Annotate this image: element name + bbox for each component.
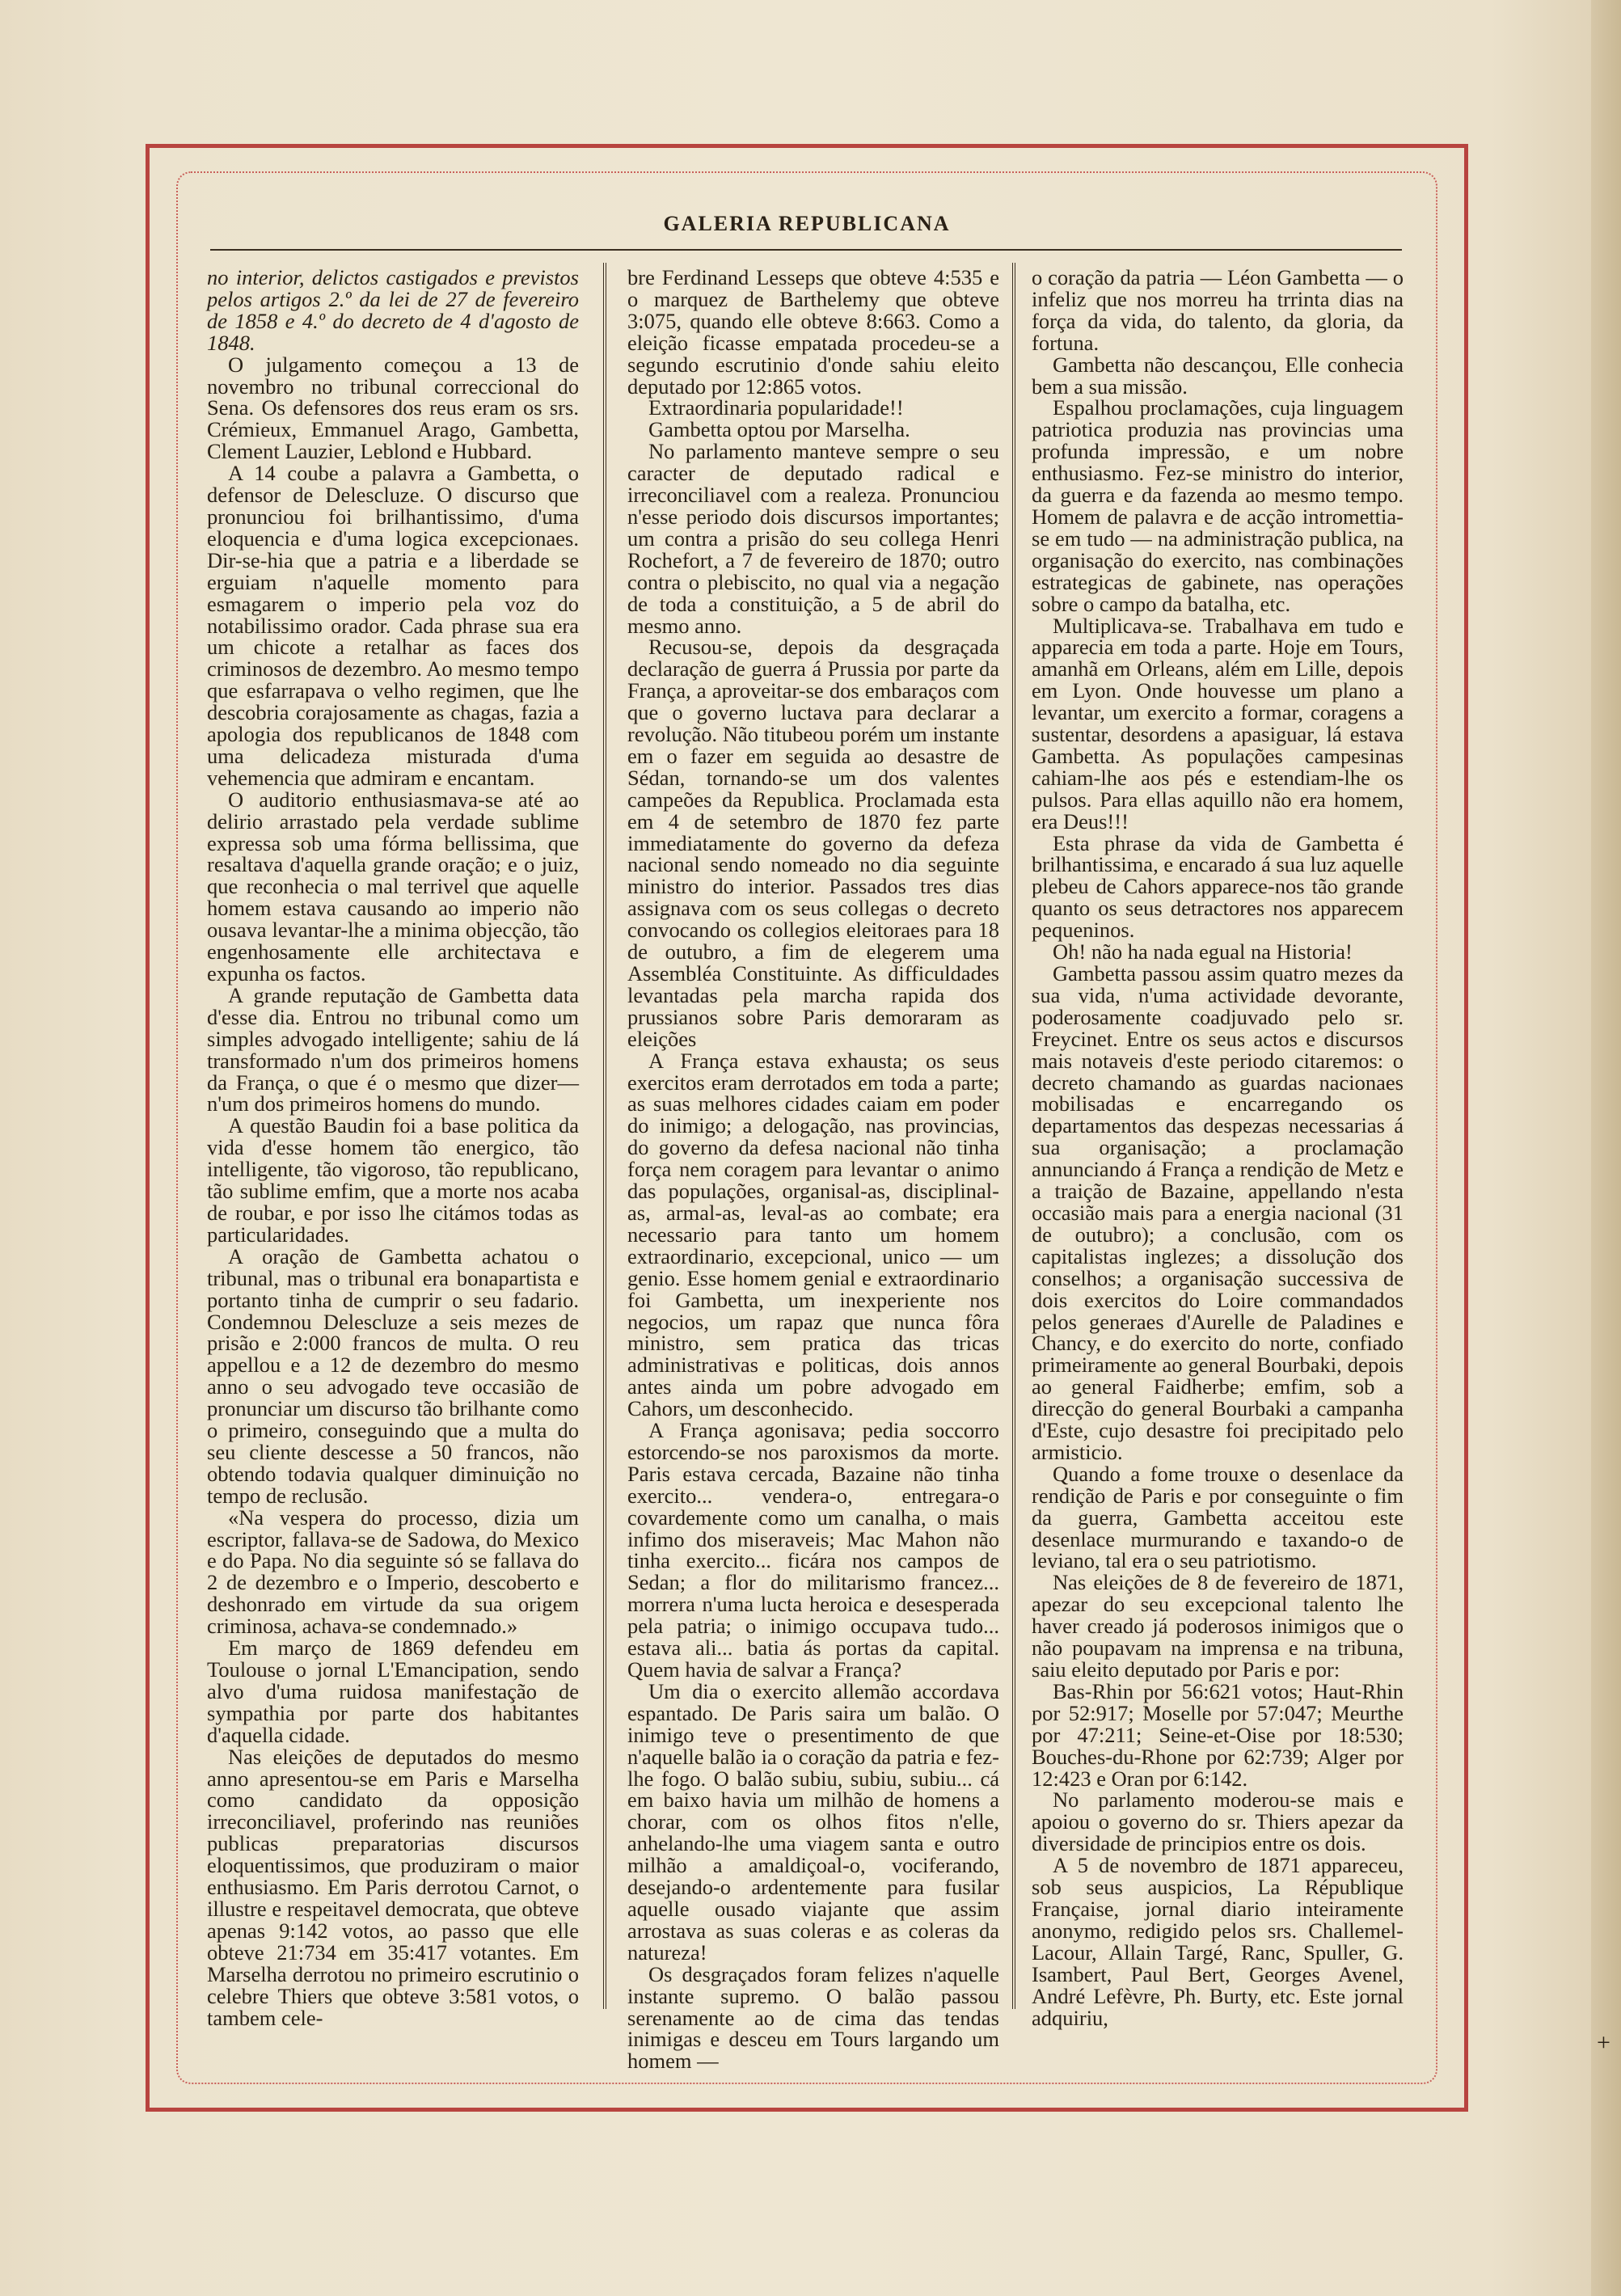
paragraph: o coração da patria — Léon Gambetta — o infeliz que nos morreu ha trrinta dias na força da vida, do talento, da gloria, da fortuna. — [1032, 265, 1404, 355]
paragraph: Nas eleições de 8 de fevereiro de 1871, apezar do seu excepcional talento lhe haver creado já poderosos inimigos que o não poupavam na imprensa e na tribuna, saiu eleito deputado por Paris e por: — [1032, 1570, 1404, 1682]
paragraph: A oração de Gambetta achatou o tribunal, mas o tribunal era bonapartista e portanto tinha de cumprir o seu fadario. Condemnou Delescluze a seis mezes de prisão e 2:000 francos de multa. O reu appellou e a 12 de dezembro do mesmo anno o seu advogado teve occasião de pronunciar um discurso tão brilhante como o primeiro, conseguindo que a multa do seu cliente descesse a 50 francos, não obtendo todavia qualquer diminuição no tempo de reclusão. — [207, 1243, 579, 1508]
paragraph: Nas eleições de deputados do mesmo anno apresentou-se em Paris e Marselha como candidato da opposição irreconciliavel, proferindo nas reuniões publicas preparatorias discursos eloquentissimos, que produziram o maior enthusiasmo. Em Paris derrotou Carnot, o illustre e respeitavel democrata, que obteve apenas 9:142 votos, ao passo que elle obteve 21:734 em 35:417 votantes. Em Marselha derrotou no primeiro escrutinio o celebre Thiers que obteve 3:581 votos, o tambem cele- — [207, 1744, 579, 2030]
text-column-3 — [1032, 265, 1404, 2030]
paragraph: No parlamento manteve sempre o seu caracter de deputado radical e irreconciliavel com a realeza. Pronunciou n'esse periodo dois discursos importantes; um contra a prisão do seu collega Henri Rochefort, a 7 de fevereiro de 1870; outro contra o plebiscito, no qual via a negação de toda a constituição, a 5 de abril do mesmo anno. — [627, 439, 999, 638]
column-divider — [1012, 263, 1015, 2009]
paragraph: Gambetta passou assim quatro mezes da sua vida, n'uma actividade devorante, poderosamente coadjuvado pelo sr. Freycinet. Entre os seus actos e discursos mais notaveis d'este periodo citaremos: o decreto chamando as guardas nacionaes mobilisadas e encarregando os departamentos das despezas necessarias á sua organisação; a proclamação annunciando á França a rendição de Metz e a traição de Bazaine, appellando n'esta occasião mais para a energia nacional (31 de outubro); a conclusão, com os capitalistas inglezes; a dissolução dos conselhos; a organisação successiva de dois exercitos do Loire commandados pelos generaes d'Aurelle de Paladines e Chancy, e do exercito do norte, confiado primeiramente ao general Bourbaki, depois ao general Faidherbe; emfim, sob a direcção do general Bourbaki a campanha d'Este, cujo desastre foi precipitado pelo armisticio. — [1032, 961, 1404, 1464]
paragraph: Extraordinaria popularidade!! — [648, 395, 904, 420]
paragraph: A França estava exhausta; os seus exercitos eram derrotados em toda a parte; as suas melhores cidades caiam em poder do inimigo; a delogação, nas provincias, do governo da defesa nacional não tinha força nem coragem para levantar o animo das populações, organisal-as, disciplinal-as, armal-as, leval-as ao combate; era necessario para tanto um homem extraordinario, excepcional, unico — um genio. Esse homem genial e extraordinario foi Gambetta, um inexperiente nos negocios, um rapaz que nunca fôra ministro, sem pratica das tricas administrativas e politicas, dois annos antes ainda um pobre advogado em Cahors, um desconhecido. — [627, 1048, 999, 1421]
header-rule — [210, 249, 1402, 251]
paragraph: Um dia o exercito allemão accordava espantado. De Paris saira um balão. O inimigo teve o presentimento de que n'aquelle balão ia o coração da patria e fez-lhe fogo. O balão subiu, subiu, subiu... cá em baixo havia um milhão de homens a chorar, com os olhos fitos n'elle, anhelando-lhe uma viagem santa e outro milhão a amaldiçoal-o, vociferando, desejando-o ardentemente para fusilar aquelle ousado viajante que assim arrostava as suas coleras e as coleras da natureza! — [627, 1678, 999, 1965]
paragraph: «Na vespera do processo, dizia um escriptor, fallava-se de Sadowa, do Mexico e do Papa. No dia seguinte só se fallava do 2 de dezembro e o Imperio, descoberto e deshonrado em virtude da sua origem criminosa, achava-se condemnado.» — [207, 1505, 579, 1639]
running-header: GALERIA REPUBLICANA — [663, 212, 951, 235]
paragraph: Bas-Rhin por 56:621 votos; Haut-Rhin por 52:917; Moselle por 57:047; Meurthe por 47:211; Seine-et-Oise por 18:530; Bouches-du-Rhone por 62:739; Alger por 12:423 e Oran por 6:142. — [1032, 1678, 1404, 1791]
paragraph: Gambetta optou por Marselha. — [648, 417, 910, 442]
text-column-1 — [207, 265, 579, 2030]
column-divider — [603, 263, 606, 2009]
paragraph: Esta phrase da vida de Gambetta é brilhantissima, e encarado á sua luz aquelle plebeu de Cahors apparece-nos tão grande quanto os seus detractores nos apparecem pequeninos. — [1032, 830, 1404, 943]
paragraph: Os desgraçados foram felizes n'aquelle instante supremo. O balão passou serenamente ao de cima das tendas inimigas e desceu em Tours largando um homem — — [627, 1961, 999, 2074]
paragraph: Oh! não ha nada egual na Historia! — [1053, 939, 1353, 964]
paragraph: No parlamento moderou-se mais e apoiou o governo do sr. Thiers apezar da diversidade de principios entre os dois. — [1032, 1787, 1404, 1856]
margin-cross-mark: + — [1597, 2029, 1610, 2056]
paragraph: no interior, delictos castigados e previstos pelos artigos 2.º da lei de 27 de fevereiro de 1858 e 4.º do decreto de 4 d'agosto de 1848. — [207, 265, 579, 355]
paragraph: Gambetta não descançou, Elle conhecia bem a sua missão. — [1032, 352, 1404, 399]
paragraph: A França agonisava; pedia soccorro estorcendo-se nos paroxismos da morte. Paris estava cercada, Bazaine não tinha exercito... vendera-o, entregara-o covardemente como um canalha, o mais infimo dos miseraveis; Mac Mahon não tinha exercito... ficára nos campos de Sedan; a flor do militarismo francez... morrera n'uma lucta heroica e desesperada pela patria; o inimigo occupava tudo... estava ali... batia ás portas da capital. Quem havia de salvar a França? — [627, 1418, 999, 1682]
paragraph: A 5 de novembro de 1871 appareceu, sob seus auspicios, La République Française, jornal diario inteiramente anonymo, redigido pelos srs. Challemel-Lacour, Allain Targé, Ranc, Spuller, G. Isambert, Paul Bert, Georges Avenel, André Lefèvre, Ph. Burty, etc. Este jornal adquiriu, — [1032, 1853, 1404, 2030]
paragraph: O julgamento começou a 13 de novembro no tribunal correccional do Sena. Os defensores dos reus eram os srs. Crémieux, Emmanuel Arago, Gambetta, Clement Lauzier, Leblond e Hubbard. — [207, 352, 579, 464]
paragraph: A grande reputação de Gambetta data d'esse dia. Entrou no tribunal como um simples advogado intelligente; sahiu de lá transformado n'um dos primeiros homens da França, o que é o mesmo que dizer— n'um dos primeiros homens do mundo. — [207, 982, 579, 1116]
text-column-2 — [627, 265, 999, 2074]
page-fold-edge — [1591, 0, 1621, 2296]
paragraph: bre Ferdinand Lesseps que obteve 4:535 e o marquez de Barthelemy que obteve 3:075, quando elle obteve 8:663. Como a eleição ficasse empatada procedeu-se a segundo escrutinio d'onde sahiu eleito deputado por 12:865 votos. — [627, 265, 999, 399]
paragraph: A questão Baudin foi a base politica da vida d'esse homem tão energico, tão intelligente, tão vigoroso, tão republicano, tão sublime emfim, que a morte nos acaba de roubar, e por isso lhe citámos todas as particularidades. — [207, 1113, 579, 1247]
paragraph: Quando a fome trouxe o desenlace da rendição de Paris e por conseguinte o fim da guerra, Gambetta acceitou este desenlace murmurando e taxando-o de leviano, tal era o seu patriotismo. — [1032, 1461, 1404, 1573]
paragraph: Espalhou proclamações, cuja linguagem patriotica produzia nas provincias uma profunda impressão, e um nobre enthusiasmo. Fez-se ministro do interior, da guerra e da fazenda ao mesmo tempo. Homem de palavra e de acção intromettia-se em tudo — na administração publica, na organisação do exercito, nas combinações estrategicas de gabinete, nas operações sobre o campo da batalha, etc. — [1032, 395, 1404, 616]
paragraph: Em março de 1869 defendeu em Toulouse o jornal L'Emancipation, sendo alvo d'uma ruidosa manifestação de sympathia por parte dos habitantes d'aquella cidade. — [207, 1635, 579, 1747]
paragraph: Recusou-se, depois da desgraçada declaração de guerra á Prussia por parte da França, a aproveitar-se dos embaraços com que o governo luctava para declarar a revolução. Não titubeou porém um instante em o fazer em seguida ao desastre de Sédan, tornando-se um dos valentes campeões da Republica. Proclamada esta em 4 de setembro de 1870 fez parte immediatamente do governo da defeza nacional sendo nomeado no dia seguinte ministro do interior. Passados tres dias assignava com os seus collegas o decreto convocando os collegios eleitoraes para 18 de outubro, a fim de elegerem uma Assembléa Constituinte. As difficuldades levantadas pela marcha rapida dos prussianos sobre Paris demoraram as eleições — [627, 635, 999, 1051]
paragraph: O auditorio enthusiasmava-se até ao delirio arrastado pela verdade sublime expressa sob uma fórma bellissima, que resaltava d'aquella grande oração; e o juiz, que reconhecia o mal terrivel que aquelle homem estava causando ao imperio não ousava levantar-lhe a minima objecção, tão engenhosamente elle architectava e expunha os factos. — [207, 787, 579, 986]
paragraph: A 14 coube a palavra a Gambetta, o defensor de Delescluze. O discurso que pronunciou foi brilhantissimo, d'uma eloquencia e d'uma logica excepcionaes. Dir-se-hia que a patria e a liberdade se erguiam n'aquelle momento para esmagarem o imperio pela voz do notabilissimo orador. Cada phrase sua era um chicote a retalhar as faces dos criminosos de dezembro. Ao mesmo tempo que esfarrapava o velho regimen, que lhe descobria corajosamente as chagas, fazia a apologia dos republicanos de 1848 com uma delicadeza misturada d'uma vehemencia que admiram e encantam. — [207, 461, 579, 790]
paragraph: Multiplicava-se. Trabalhava em tudo e apparecia em toda a parte. Hoje em Tours, amanhã em Orleans, além em Lille, depois em Lyon. Onde houvesse um plano a levantar, um exercito a formar, coragens a sustentar, desordens a apasiguar, lá estava Gambetta. As populações campesinas cahiam-lhe aos pés e estendiam-lhe os pulsos. Para ellas aquillo não era homem, era Deus!!! — [1032, 613, 1404, 834]
